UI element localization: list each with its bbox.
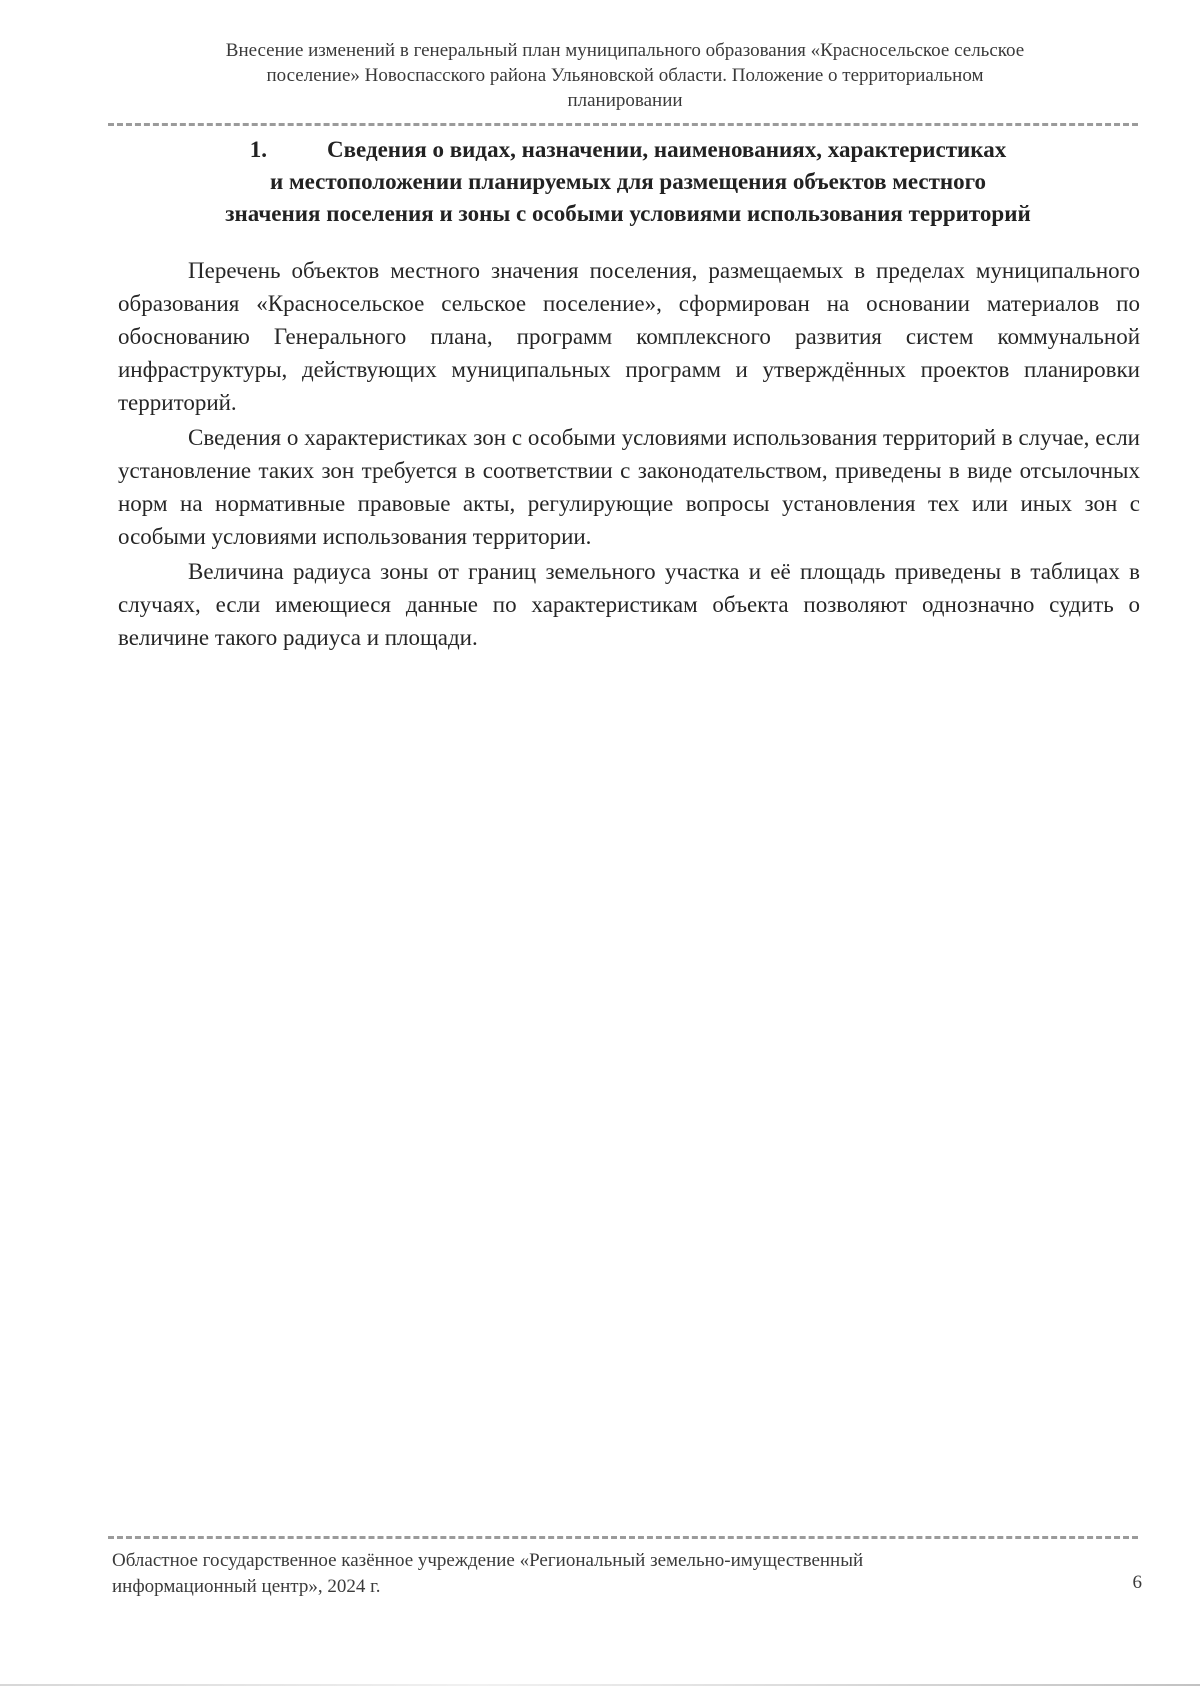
scan-edge-divider bbox=[0, 1684, 1200, 1686]
running-header bbox=[110, 38, 1140, 113]
header-divider bbox=[108, 123, 1138, 126]
footer-divider bbox=[108, 1536, 1138, 1539]
footer-org-line-2: информационный центр», 2024 г. bbox=[112, 1576, 381, 1597]
section-title-line-3: значения поселения и зоны с особыми условиями использования территорий bbox=[225, 201, 1031, 226]
footer-org-line-1: Областное государственное казённое учреждение «Региональный земельно-имущественный bbox=[112, 1550, 864, 1571]
header-line-3: планировании bbox=[567, 90, 683, 111]
section-heading bbox=[118, 134, 1138, 230]
section-title-line-2: и местоположении планируемых для размещения объектов местного bbox=[269, 169, 987, 194]
paragraph-objects-list: Перечень объектов местного значения поселения, размещаемых в пределах муниципального образования «Красносельское сельское поселение», сформирован на основании материалов по обоснованию Генерального плана, программ комплексного развития систем коммунальной инфраструктуры, действующих муниципальных программ и утверждённых проектов планировки территорий. bbox=[118, 258, 1140, 415]
paragraph-zones-info: Сведения о характеристиках зон с особыми условиями использования территорий в случае, если установление таких зон требуется в соответствии с законодательством, приведены в виде отсылочных норм на нормативные правовые акты, регулирующие вопросы установления тех или иных зон с особыми условиями использования территории. bbox=[118, 425, 1140, 549]
body-text bbox=[118, 254, 1140, 656]
section-number: 1. bbox=[249, 137, 268, 162]
footer bbox=[112, 1548, 1142, 1600]
header-line-1: Внесение изменений в генеральный план муниципального образования «Красносельское сельское bbox=[225, 40, 1025, 61]
section-title-line-1: Сведения о видах, назначении, наименованиях, характеристиках bbox=[327, 137, 1007, 162]
paragraph-zone-radius: Величина радиуса зоны от границ земельного участка и её площадь приведены в таблицах в случаях, если имеющиеся данные по характеристикам объекта позволяют однозначно судить о величине такого радиуса и площади. bbox=[118, 559, 1140, 650]
page-number: 6 bbox=[1132, 1572, 1142, 1593]
header-line-2: поселение» Новоспасского района Ульяновской области. Положение о территориальном bbox=[266, 65, 984, 86]
